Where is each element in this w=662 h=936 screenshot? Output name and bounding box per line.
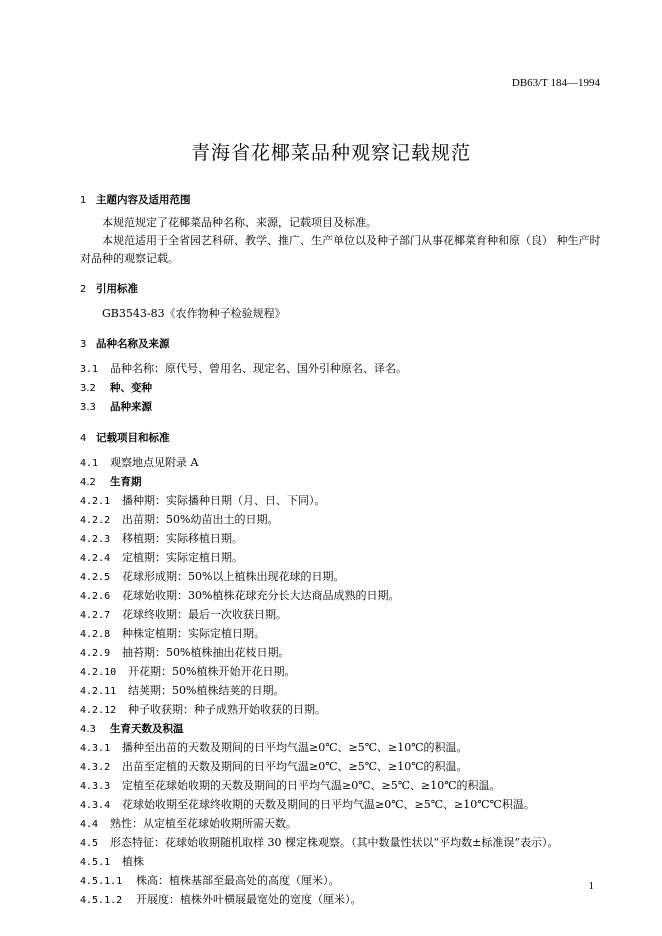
clause-4-5-1-2 bbox=[80, 891, 606, 910]
clause-text: 种株定植期：实际定植日期。 bbox=[122, 627, 265, 640]
temperature-clause bbox=[80, 796, 606, 815]
growth-clause bbox=[80, 568, 606, 587]
clause-text: 观察地点见附录 A bbox=[110, 456, 199, 469]
clause-number: 4.2.6 bbox=[80, 591, 111, 602]
clause-text: 生育天数及积温 bbox=[110, 723, 184, 735]
clause-text: 熟性：从定植至花球始收期所需天数。 bbox=[110, 817, 297, 830]
clause-number: 4.5.1 bbox=[80, 857, 111, 868]
clause-number: 4.2.11 bbox=[80, 686, 117, 697]
section-number: 1 bbox=[80, 195, 87, 206]
section-title: 引用标准 bbox=[96, 283, 138, 295]
clause-number: 3.3 bbox=[80, 402, 96, 413]
clause-text: 植株 bbox=[122, 855, 144, 868]
clause-text: 定植至花球始收期的天数及期间的日平均气温≥0℃、≥5℃、≥10℃的积温。 bbox=[122, 779, 501, 792]
clause-number: 4.5 bbox=[80, 838, 99, 849]
section-title: 记载项目和标准 bbox=[96, 432, 170, 444]
clause-number: 4.5.1.2 bbox=[80, 895, 123, 906]
section-4-heading bbox=[80, 429, 606, 448]
clause-number: 4.2.7 bbox=[80, 610, 111, 621]
document-title: 青海省花椰菜品种观察记载规范 bbox=[190, 142, 471, 164]
clause-4-5-1-1 bbox=[80, 872, 606, 891]
clause-4-3 bbox=[80, 720, 606, 739]
clause-number: 4.4 bbox=[80, 819, 99, 830]
clause-number: 4.2.12 bbox=[80, 705, 117, 716]
growth-clause bbox=[80, 492, 606, 511]
temperature-clause bbox=[80, 777, 606, 796]
document-body bbox=[80, 191, 606, 910]
clause-text: 生育期 bbox=[110, 476, 142, 488]
clause-number: 4.2.4 bbox=[80, 553, 111, 564]
growth-clause bbox=[80, 511, 606, 530]
growth-clause bbox=[80, 682, 606, 701]
clause-number: 4.1 bbox=[80, 458, 99, 469]
clause-number: 4.3.1 bbox=[80, 743, 111, 754]
clause-3-3 bbox=[80, 398, 606, 417]
reference-standard: GB3543-83《农作物种子检验规程》 bbox=[102, 307, 286, 320]
clause-number: 4.2.8 bbox=[80, 629, 111, 640]
growth-clause bbox=[80, 530, 606, 549]
clause-number: 4.2.9 bbox=[80, 648, 111, 659]
clause-text: 花球终收期：最后一次收获日期。 bbox=[122, 608, 287, 621]
clause-number: 4.3.3 bbox=[80, 781, 111, 792]
clause-number: 3.1 bbox=[80, 364, 99, 375]
page-number: 1 bbox=[588, 880, 594, 892]
standard-code: DB63/T 184—1994 bbox=[511, 77, 600, 89]
clause-text: 花球始收期至花球终收期的天数及期间的日平均气温≥0℃、≥5℃、≥10℃℃积温。 bbox=[122, 798, 535, 811]
clause-text: 移植期：实际移植日期。 bbox=[122, 532, 243, 545]
clause-4-5-1 bbox=[80, 853, 606, 872]
temperature-clause bbox=[80, 739, 606, 758]
clause-text: 结荚期：50%植株结荚的日期。 bbox=[128, 684, 285, 697]
growth-clause bbox=[80, 587, 606, 606]
growth-clause bbox=[80, 644, 606, 663]
clause-text: 花球始收期：30%植株花球充分长大达商品成熟的日期。 bbox=[122, 589, 400, 602]
clause-text: 形态特征：花球始收期随机取样 30 棵定株观察。（其中数量性状以“平均数±标准误”表示）。 bbox=[110, 836, 559, 849]
clause-text: 种、变种 bbox=[110, 382, 152, 394]
clause-number: 4.3.2 bbox=[80, 762, 111, 773]
clause-text: 开展度：植株外叶横展最宽处的宽度（厘米）。 bbox=[136, 893, 362, 906]
clause-text: 播种期：实际播种日期（月、日、下同）。 bbox=[122, 494, 326, 507]
paragraph: 本规范规定了花椰菜品种名称、来源，记载项目及标准。 bbox=[102, 216, 377, 229]
clause-text: 出苗至定植的天数及期间的日平均气温≥0℃、≥5℃、≥10℃的积温。 bbox=[122, 760, 468, 773]
clause-number: 4.2.5 bbox=[80, 572, 111, 583]
growth-clause bbox=[80, 625, 606, 644]
section-number: 4 bbox=[80, 433, 87, 444]
clause-4-2 bbox=[80, 473, 606, 492]
clause-4-5 bbox=[80, 834, 606, 853]
clause-number: 4.3 bbox=[80, 724, 96, 735]
growth-clause bbox=[80, 663, 606, 682]
clause-4-4 bbox=[80, 815, 606, 834]
clause-text: 出苗期：50%幼苗出土的日期。 bbox=[122, 513, 279, 526]
clause-text: 株高：植株基部至最高处的高度（厘米）。 bbox=[136, 874, 340, 887]
paragraph: 本规范适用于全省园艺科研、教学、推广、生产单位以及种子部门从事花椰菜育种和原（良） 种生产时对品种的观察记载。 bbox=[80, 234, 601, 265]
clause-text: 抽苔期：50%植株抽出花枝日期。 bbox=[122, 646, 290, 659]
growth-clause bbox=[80, 549, 606, 568]
section-3-heading bbox=[80, 335, 606, 354]
clause-text: 定植期：实际定植日期。 bbox=[122, 551, 243, 564]
temperature-clause bbox=[80, 758, 606, 777]
clause-text: 品种来源 bbox=[110, 401, 152, 413]
clause-3-1 bbox=[80, 360, 606, 379]
clause-text: 花球形成期：50%以上植株出现花球的日期。 bbox=[122, 570, 345, 583]
section-2-heading bbox=[80, 280, 606, 299]
clause-number: 4.2.2 bbox=[80, 515, 111, 526]
section-number: 3 bbox=[80, 339, 87, 350]
clause-4-1 bbox=[80, 454, 606, 473]
clause-text: 种子收获期：种子成熟开始收获的日期。 bbox=[128, 703, 326, 716]
clause-number: 4.3.4 bbox=[80, 800, 111, 811]
clause-text: 播种至出苗的天数及期间的日平均气温≥0℃、≥5℃、≥10℃的积温。 bbox=[122, 741, 468, 754]
clause-number: 4.5.1.1 bbox=[80, 876, 123, 887]
clause-number: 4.2.3 bbox=[80, 534, 111, 545]
growth-clause bbox=[80, 701, 606, 720]
clause-number: 3.2 bbox=[80, 383, 96, 394]
clause-text: 品种名称：原代号、曾用名、现定名、国外引种原名、译名。 bbox=[110, 362, 407, 375]
section-title: 品种名称及来源 bbox=[96, 338, 170, 350]
clause-number: 4.2 bbox=[80, 477, 96, 488]
section-number: 2 bbox=[80, 284, 87, 295]
growth-clause bbox=[80, 606, 606, 625]
section-title: 主题内容及适用范围 bbox=[96, 194, 191, 206]
clause-number: 4.2.10 bbox=[80, 667, 117, 678]
clause-number: 4.2.1 bbox=[80, 496, 111, 507]
section-1-heading bbox=[80, 191, 606, 210]
clause-text: 开花期：50%植株开始开花日期。 bbox=[128, 665, 296, 678]
clause-3-2 bbox=[80, 379, 606, 398]
